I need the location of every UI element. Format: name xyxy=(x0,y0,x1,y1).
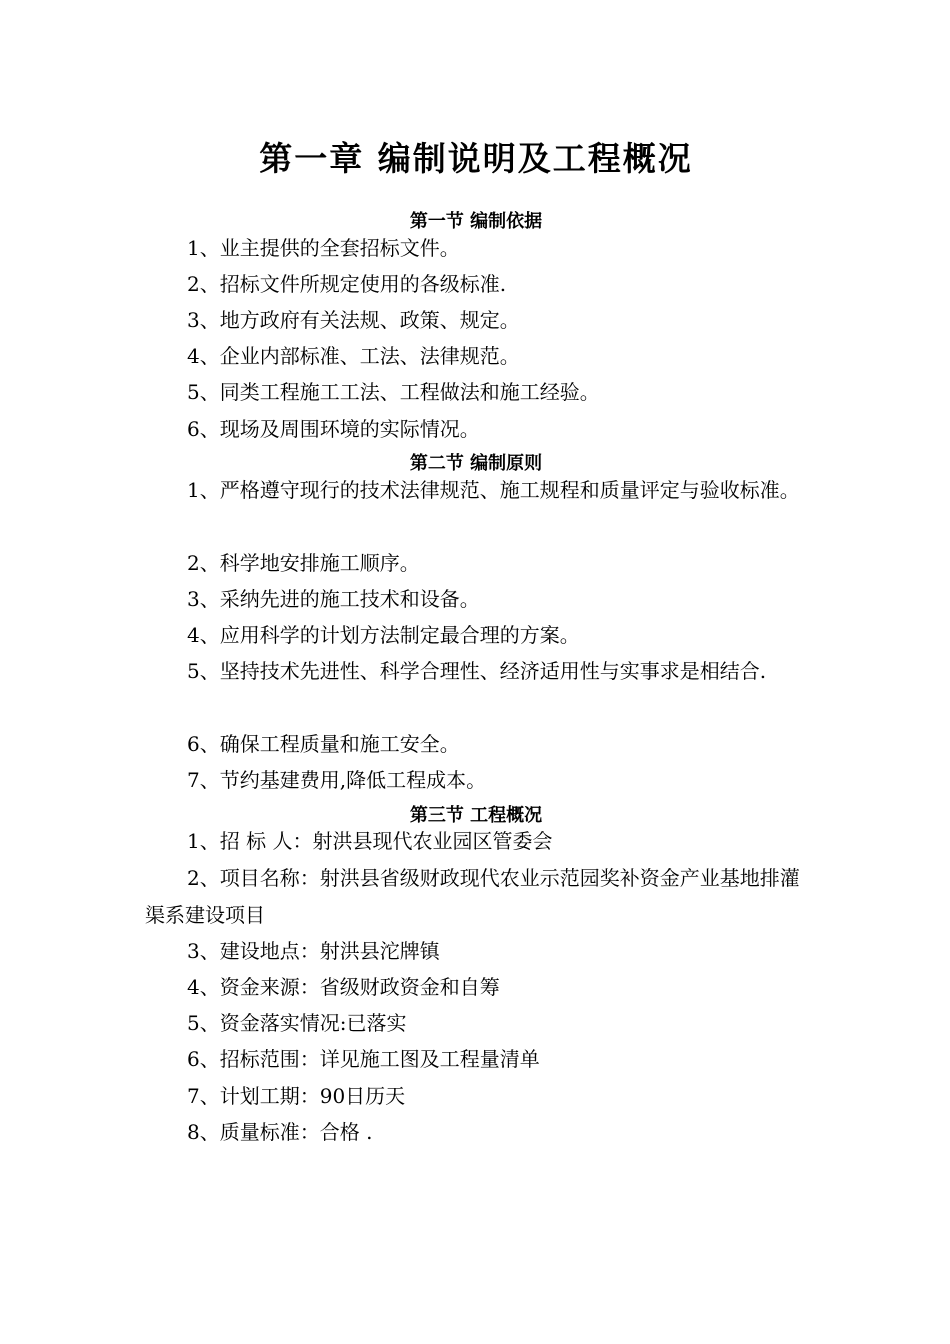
list-item: 2、科学地安排施工顺序。 xyxy=(187,551,420,575)
list-item: 4、企业内部标准、工法、法律规范。 xyxy=(187,344,520,368)
list-item: 1、招 标 人：射洪县现代农业园区管委会 xyxy=(187,829,553,853)
section-title-basis: 第一节 编制依据 xyxy=(409,211,543,232)
list-item: 1、严格遵守现行的技术法律规范、施工规程和质量评定与验收标准。 xyxy=(187,478,800,502)
list-item: 5、资金落实情况:已落实 xyxy=(187,1011,407,1035)
list-item: 4、应用科学的计划方法制定最合理的方案。 xyxy=(187,623,580,647)
list-item: 6、招标范围：详见施工图及工程量清单 xyxy=(187,1047,540,1071)
list-item: 5、同类工程施工工法、工程做法和施工经验。 xyxy=(187,380,600,404)
list-item: 6、确保工程质量和施工安全。 xyxy=(187,732,460,756)
section-title-principles: 第二节 编制原则 xyxy=(409,453,543,474)
list-item: 3、地方政府有关法规、政策、规定。 xyxy=(187,308,520,332)
list-item: 8、质量标准：合格 . xyxy=(187,1120,373,1144)
list-item: 4、资金来源：省级财政资金和自筹 xyxy=(187,975,500,999)
section-title-overview: 第三节 工程概况 xyxy=(409,805,543,826)
list-item: 2、招标文件所规定使用的各级标准. xyxy=(187,272,507,296)
list-item: 7、计划工期：90日历天 xyxy=(187,1084,406,1108)
list-item: 2、项目名称：射洪县省级财政现代农业示范园奖补资金产业基地排灌渠系建设项目 xyxy=(145,866,800,927)
list-item: 7、节约基建费用,降低工程成本。 xyxy=(187,768,487,792)
list-item: 1、业主提供的全套招标文件。 xyxy=(187,236,460,260)
list-item: 3、采纳先进的施工技术和设备。 xyxy=(187,587,480,611)
list-item: 3、建设地点：射洪县沱牌镇 xyxy=(187,939,440,963)
document-page xyxy=(145,0,807,1344)
list-item: 5、坚持技术先进性、科学合理性、经济适用性与实事求是相结合. xyxy=(187,659,767,683)
list-item: 6、现场及周围环境的实际情况。 xyxy=(187,417,480,441)
chapter-title: 第一章 编制说明及工程概况 xyxy=(259,139,693,178)
